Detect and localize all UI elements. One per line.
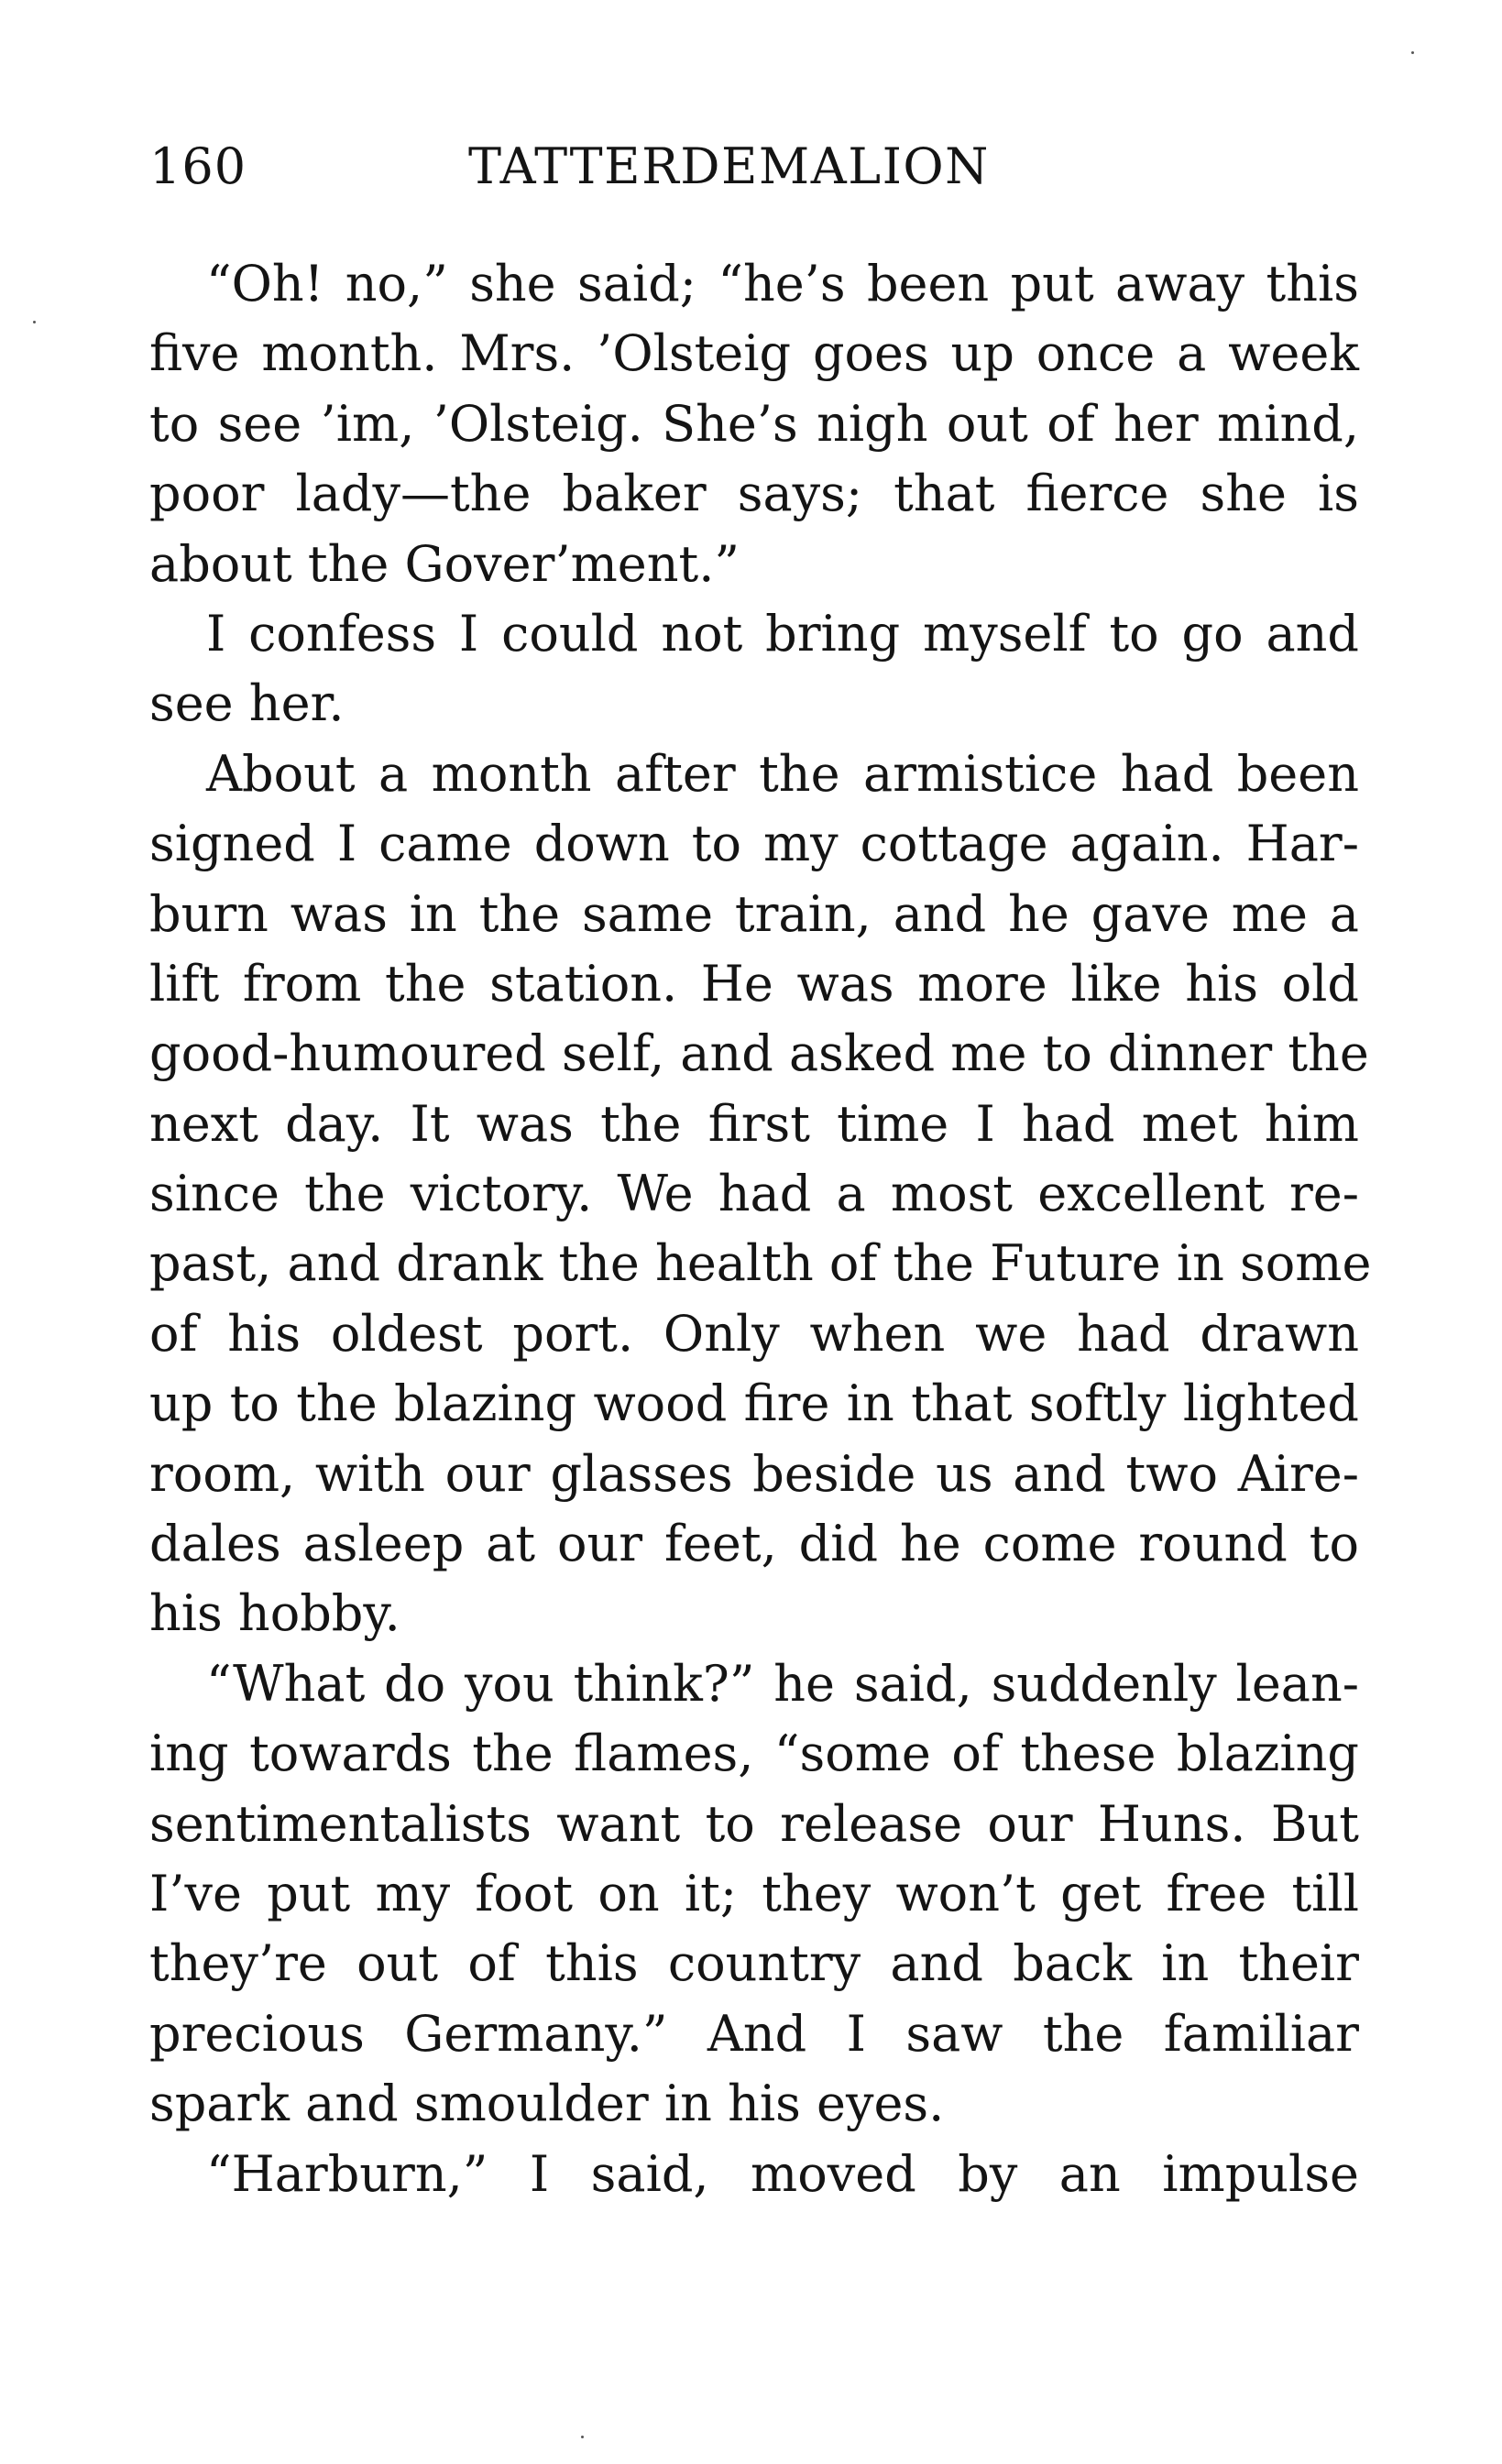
text-line: see her. (149, 674, 345, 733)
text-line: lift from the station. He was more like his old (149, 954, 1359, 1013)
text-line: five month. Mrs. ’Olsteig goes up once a week (149, 324, 1359, 383)
text-line: I confess I could not bring myself to go and (206, 604, 1359, 663)
text-line: “Oh! no,” she said; “he’s been put away this (206, 255, 1359, 312)
page-number: 160 (149, 137, 247, 195)
text-line: signed I came down to my cottage again. Har- (149, 815, 1359, 873)
text-line: up to the blazing wood fire in that softly lighted (149, 1374, 1359, 1433)
scan-speck (1411, 51, 1414, 54)
text-line: to see ’im, ’Olsteig. She’s nigh out of her mind, (149, 394, 1359, 453)
text-line: good-humoured self, and asked me to dinner the (149, 1024, 1369, 1083)
running-head (149, 130, 1029, 203)
text-line: about the Gover’ment.” (149, 534, 740, 593)
text-line: they’re out of this country and back in their (149, 1934, 1359, 1993)
text-line: since the victory. We had a most excellent re- (149, 1165, 1359, 1223)
text-line: room, with our glasses beside us and two Aire- (149, 1444, 1359, 1503)
text-line: I’ve put my foot on it; they won’t get free till (149, 1864, 1359, 1922)
text-line: his hobby. (149, 1584, 400, 1643)
text-line: ing towards the flames, “some of these blazing (149, 1725, 1359, 1783)
text-line: burn was in the same train, and he gave me a (149, 884, 1359, 943)
text-line: About a month after the armistice had been (206, 744, 1359, 803)
text-line: spark and smoulder in his eyes. (149, 2075, 945, 2133)
scan-speck (581, 2436, 584, 2438)
scan-speck (33, 321, 36, 323)
text-line: past, and drank the health of the Future in some (149, 1234, 1372, 1293)
text-line: next day. It was the first time I had met him (149, 1094, 1359, 1153)
text-line: “What do you think?” he said, suddenly lean- (206, 1654, 1359, 1713)
body-text (149, 249, 1372, 2209)
text-line: sentimentalists want to release our Huns. But (149, 1794, 1359, 1853)
text-line: “Harburn,” I said, moved by an impulse (206, 2144, 1359, 2203)
text-line: poor lady—the baker says; that fierce she is (149, 465, 1359, 523)
text-line: dales asleep at our feet, did he come round to (149, 1515, 1359, 1573)
text-line: of his oldest port. Only when we had drawn (149, 1304, 1359, 1363)
running-title: TATTERDEMALION (468, 137, 990, 195)
text-line: precious Germany.” And I saw the familiar (149, 2004, 1359, 2063)
